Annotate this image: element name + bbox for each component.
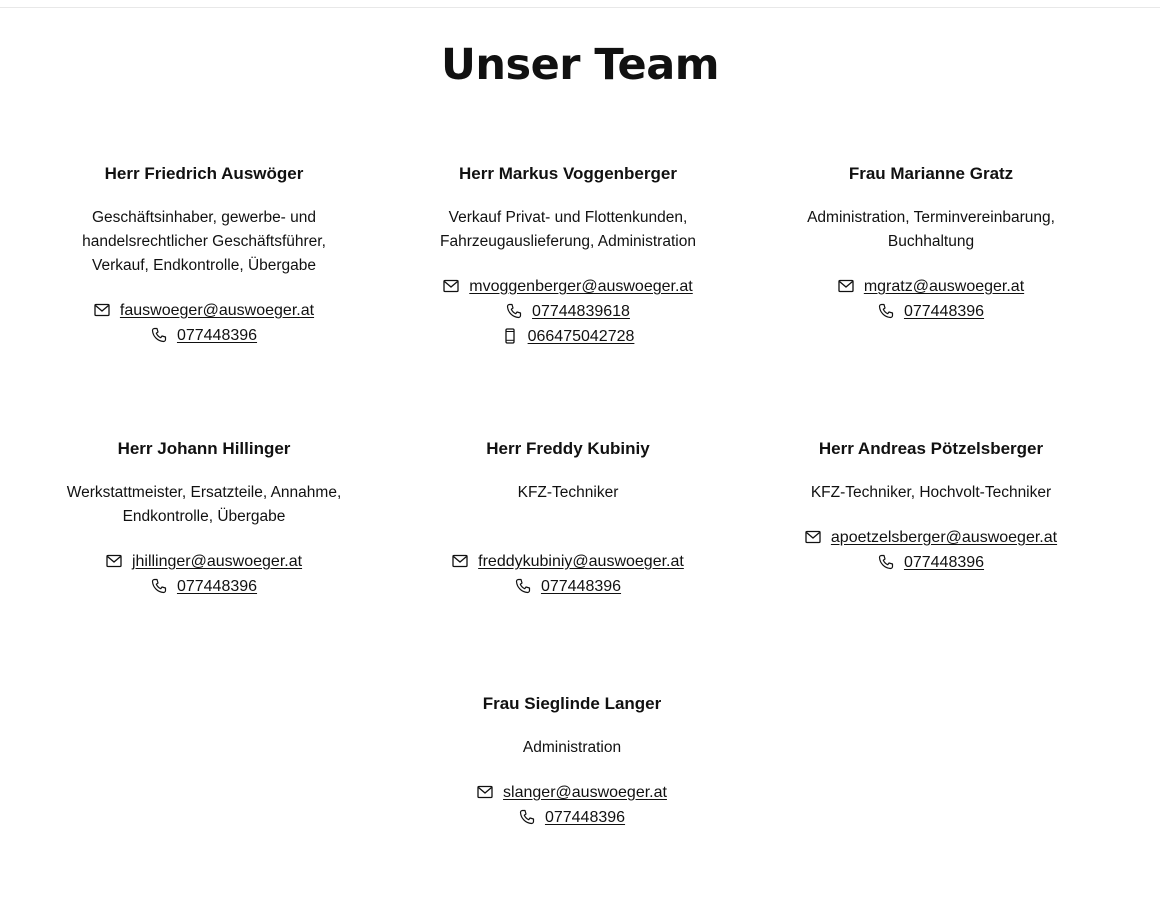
phone-line [34, 574, 374, 599]
email-line [761, 525, 1101, 550]
phone-icon [878, 304, 894, 318]
phone-icon [519, 810, 535, 824]
phone-line [34, 323, 374, 348]
phone-line [402, 805, 742, 830]
phone-line [761, 550, 1101, 575]
member-name: Herr Markus Voggenberger [459, 164, 677, 183]
envelope-icon [805, 530, 821, 544]
mobile-link[interactable]: 066475042728 [527, 328, 635, 345]
email-line [402, 780, 742, 805]
team-member-card [761, 164, 1101, 324]
phone-link[interactable]: 077448396 [903, 554, 985, 571]
member-role: Administration, Terminvereinbarung, Buchhaltung [807, 209, 1055, 250]
member-role: Geschäftsinhaber, gewerbe- und handelsrechtlicher Geschäftsführer, Verkauf, Endkontrolle, Übergabe [82, 209, 326, 274]
member-name: Herr Friedrich Auswöger [104, 164, 304, 183]
email-link[interactable]: slanger@auswoeger.at [503, 784, 667, 801]
envelope-icon [477, 785, 493, 799]
team-member-card [398, 164, 738, 349]
phone-link[interactable]: 077448396 [544, 809, 626, 826]
phone-link[interactable]: 077448396 [903, 303, 985, 320]
member-name: Frau Sieglinde Langer [482, 694, 662, 713]
member-name: Herr Andreas Pötzelsberger [818, 439, 1044, 458]
member-name: Herr Freddy Kubiniy [486, 439, 650, 458]
member-name: Herr Johann Hillinger [117, 439, 291, 458]
member-role: Administration [522, 739, 622, 756]
email-line [761, 274, 1101, 299]
envelope-icon [838, 279, 854, 293]
phone-link[interactable]: 077448396 [176, 578, 258, 595]
team-member-card [34, 164, 374, 348]
top-divider [0, 7, 1160, 8]
email-link[interactable]: freddykubiniy@auswoeger.at [478, 553, 684, 570]
team-member-card [398, 439, 738, 599]
email-line [398, 549, 738, 574]
email-line [398, 274, 738, 299]
phone-line [761, 299, 1101, 324]
phone-link[interactable]: 07744839618 [532, 303, 630, 320]
envelope-icon [106, 554, 122, 568]
phone-icon [506, 304, 522, 318]
member-role: KFZ-Techniker, Hochvolt-Techniker [810, 484, 1052, 501]
page-title: Unser Team [440, 40, 720, 90]
envelope-icon [94, 303, 110, 317]
phone-icon [151, 328, 167, 342]
member-role: KFZ-Techniker [517, 484, 619, 501]
phone-link[interactable]: 077448396 [540, 578, 622, 595]
mobile-line [398, 324, 738, 349]
email-line [34, 298, 374, 323]
member-role: Werkstattmeister, Ersatzteile, Annahme, Endkontrolle, Übergabe [66, 484, 342, 525]
mobile-phone-icon [502, 329, 518, 343]
email-link[interactable]: jhillinger@auswoeger.at [131, 553, 303, 570]
phone-icon [878, 555, 894, 569]
envelope-icon [452, 554, 468, 568]
email-link[interactable]: fauswoeger@auswoeger.at [119, 302, 315, 319]
envelope-icon [443, 279, 459, 293]
phone-line [398, 574, 738, 599]
team-member-card [402, 694, 742, 830]
phone-line [398, 299, 738, 324]
email-link[interactable]: apoetzelsberger@auswoeger.at [830, 529, 1058, 546]
phone-icon [151, 579, 167, 593]
phone-icon [515, 579, 531, 593]
email-link[interactable]: mvoggenberger@auswoeger.at [469, 278, 693, 295]
member-role: Verkauf Privat- und Flottenkunden, Fahrzeugauslieferung, Administration [440, 209, 696, 250]
team-member-card [34, 439, 374, 599]
email-link[interactable]: mgratz@auswoeger.at [863, 278, 1025, 295]
phone-link[interactable]: 077448396 [176, 327, 258, 344]
email-line [34, 549, 374, 574]
member-name: Frau Marianne Gratz [848, 164, 1014, 183]
team-member-card [761, 439, 1101, 575]
